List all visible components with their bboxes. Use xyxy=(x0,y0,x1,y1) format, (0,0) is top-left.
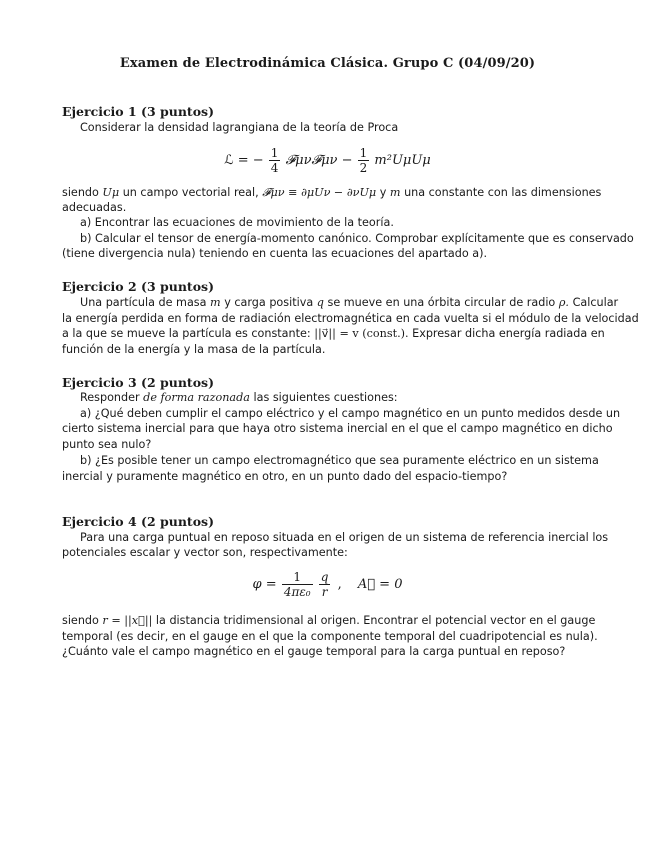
exercise-2-line-4: función de la energía y la masa de la partícula. xyxy=(62,343,326,356)
math-symbol: Uμ xyxy=(102,186,120,199)
math-expression: r = ||x⃗|| xyxy=(102,614,153,627)
fraction-coulomb xyxy=(282,570,313,599)
exercise-4-line-5: ¿Cuánto vale el campo magnético en el gauge temporal para la carga puntual en reposo? xyxy=(62,645,566,658)
text-span: siendo xyxy=(62,186,99,199)
text-span: las siguientes cuestiones: xyxy=(253,391,398,404)
exercise-3-item-b-line-2: inercial y puramente magnético en otro, en un punto dado del espacio-tiempo? xyxy=(62,470,508,483)
emphasis-text: de forma razonada xyxy=(143,391,250,404)
fraction-numerator: 1 xyxy=(270,146,279,160)
fraction-numerator: 1 xyxy=(359,146,368,160)
exercise-2-line-3 xyxy=(62,326,605,341)
text-span: Responder xyxy=(80,391,140,404)
exam-title: Examen de Electrodinámica Clásica. Grupo C (04/09/20) xyxy=(119,56,536,71)
exercise-1-equation xyxy=(0,146,655,175)
exercise-3-intro xyxy=(80,390,578,405)
exercise-2-line-1 xyxy=(80,295,619,310)
exercise-4-equation xyxy=(0,570,655,599)
math-symbol: 𝓕μν ≡ ∂μUν − ∂νUμ xyxy=(262,186,377,199)
text-span: y xyxy=(379,186,387,199)
exercise-3-item-a-line-1: a) ¿Qué deben cumplir el campo eléctrico y el campo magnético en un punto medidos desde un xyxy=(80,407,621,420)
equation-rhs: A⃗ = 0 xyxy=(357,577,403,592)
fraction-numerator: 1 xyxy=(282,570,313,585)
fraction-quarter xyxy=(269,146,281,175)
text-span: y carga positiva xyxy=(224,296,314,309)
exercise-1-intro: Considerar la densidad lagrangiana de la teoría de Proca xyxy=(80,121,399,134)
text-span: Calcular xyxy=(572,296,619,309)
exercise-2-heading: Ejercicio 2 (3 puntos) xyxy=(62,279,214,294)
text-span: Una partícula de masa xyxy=(80,296,207,309)
equation-lhs: ℒ = − xyxy=(224,153,264,168)
text-span: siendo xyxy=(62,614,99,627)
exercise-4-line-2: potenciales escalar y vector son, respectivamente: xyxy=(62,546,348,559)
exercise-1-paragraph-line-1 xyxy=(62,185,602,200)
fraction-q-over-r xyxy=(319,570,331,599)
text-span: a la que se mueve la partícula es constante: xyxy=(62,327,311,340)
exercise-1-heading: Ejercicio 1 (3 puntos) xyxy=(62,104,214,119)
exercise-2-line-2: la energía perdida en forma de radiación electromagnética en cada vuelta si el módulo de la velocidad xyxy=(62,312,639,325)
exercise-1-item-b-line-1: b) Calcular el tensor de energía-momento canónico. Comprobar explícitamente que es conservado xyxy=(80,232,634,245)
text-span: la distancia tridimensional al origen. Encontrar el potencial vector en el gauge xyxy=(155,614,596,627)
fraction-half xyxy=(358,146,370,175)
exercise-3-item-b-line-1: b) ¿Es posible tener un campo electromagnético que sea puramente eléctrico en un sistema xyxy=(80,454,599,467)
exercise-3-item-a-line-3: punto sea nulo? xyxy=(62,438,152,451)
fraction-denominator: 2 xyxy=(359,161,368,175)
fraction-denominator: r xyxy=(321,585,328,599)
exercise-3-heading: Ejercicio 3 (2 puntos) xyxy=(62,375,214,390)
fraction-denominator: 4 xyxy=(270,161,279,175)
math-symbol: m xyxy=(210,296,221,309)
exercise-4-heading: Ejercicio 4 (2 puntos) xyxy=(62,514,214,529)
math-expression: ||v⃗|| = v (const.). xyxy=(314,327,409,340)
exercise-1-item-b-line-2: (tiene divergencia nula) teniendo en cuenta las ecuaciones del apartado a). xyxy=(62,247,488,260)
exercise-4-line-4: temporal (es decir, en el gauge en el que la componente temporal del cuadripotencial es nula). xyxy=(62,630,598,643)
text-span: un campo vectorial real, xyxy=(122,186,259,199)
equation-separator: , xyxy=(337,577,342,592)
equation-lhs: φ = xyxy=(252,577,277,592)
exercise-3-item-a-line-2: cierto sistema inercial para que haya otro sistema inercial en el que el campo magnético en dicho xyxy=(62,422,613,435)
exercise-1-paragraph-line-2: adecuadas. xyxy=(62,201,127,214)
math-symbol: q xyxy=(316,296,324,309)
exercise-1-item-a: a) Encontrar las ecuaciones de movimiento de la teoría. xyxy=(80,216,394,229)
exercise-4-line-3 xyxy=(62,613,596,628)
equation-tail: m²UμUμ xyxy=(374,153,431,168)
exercise-4-line-1: Para una carga puntual en reposo situada en el origen de un sistema de referencia inercial los xyxy=(80,531,609,544)
text-span: una constante con las dimensiones xyxy=(404,186,602,199)
fraction-denominator: 4πε₀ xyxy=(283,585,311,599)
equation-middle: 𝓕μν𝓕μν − xyxy=(285,153,353,168)
text-span: se mueve en una órbita circular de radio xyxy=(327,296,556,309)
math-symbol: ρ. xyxy=(558,296,569,309)
text-span: Expresar dicha energía radiada en xyxy=(412,327,605,340)
math-symbol: m xyxy=(389,186,401,199)
fraction-numerator: q xyxy=(320,570,329,584)
